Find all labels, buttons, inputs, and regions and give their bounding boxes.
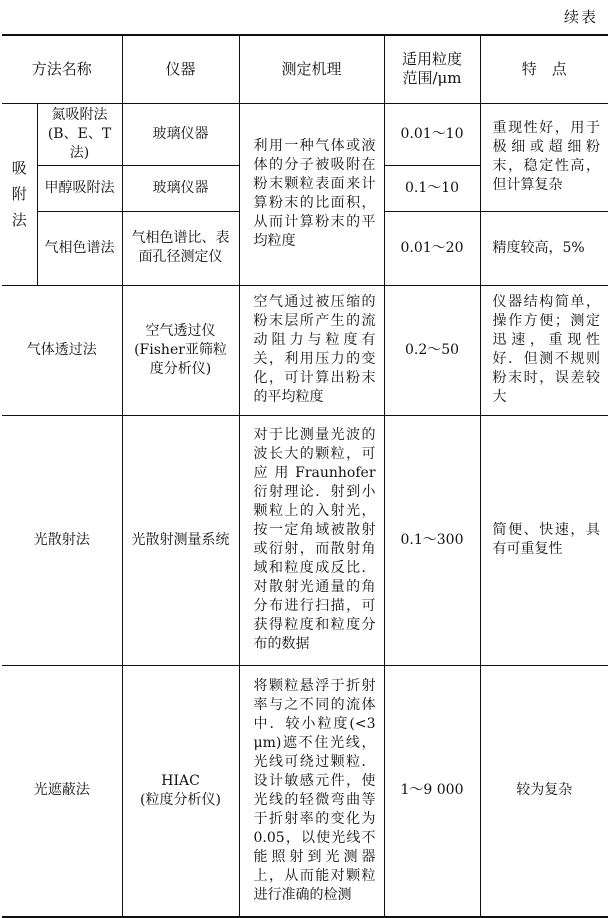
features-cell: 重现性好，用于极细或超细粉末，稳定性高，但计算复杂 xyxy=(480,103,608,211)
features-cell: 精度较高，5% xyxy=(480,211,608,285)
instrument-cell: 玻璃仪器 xyxy=(122,103,239,165)
header-principle: 测定机理 xyxy=(239,35,384,103)
table-row xyxy=(2,665,608,917)
header-instrument: 仪器 xyxy=(122,35,239,103)
range-cell: 0.01～10 xyxy=(384,103,480,165)
method-cell: 光遮蔽法 xyxy=(2,665,122,917)
range-cell: 0.2～50 xyxy=(384,285,480,415)
instrument-cell: 空气透过仪(Fisher亚筛粒度分析仪) xyxy=(122,285,239,415)
instrument-line2: (粒度分析仪) xyxy=(140,791,221,808)
header-features: 特 点 xyxy=(480,35,608,103)
instrument-cell: 玻璃仪器 xyxy=(122,165,239,211)
instrument-cell xyxy=(122,665,239,917)
header-row xyxy=(2,35,608,103)
header-range-line2: 范围/μm xyxy=(402,69,462,88)
adsorption-group-label: 吸附法 xyxy=(11,159,27,229)
instrument-line1: HIAC xyxy=(161,772,200,789)
instrument-cell: 光散射测量系统 xyxy=(122,415,239,665)
range-cell: 0.1～10 xyxy=(384,165,480,211)
method-cell: 氮吸附法(B、E、T法) xyxy=(37,103,122,165)
principle-cell: 将颗粒悬浮于折射率与之不同的流体中．较小粒度(<3 μm)遮不住光线，光线可绕过颗粒．设计敏感元件，使光线的轻微弯曲等于折射率的变化为0.05，以使光线不能照射到光测器上，从而能对颗粒进行准确的检测 xyxy=(239,665,384,917)
features-cell: 简便、快速，具有可重复性 xyxy=(480,415,608,665)
table-row xyxy=(2,103,608,165)
principle-cell: 空气通过被压缩的粉末层所产生的流动阻力与粒度有关，利用压力的变化，可计算出粉末的平均粒度 xyxy=(239,285,384,415)
continued-caption: 续表 xyxy=(563,8,598,26)
features-cell: 仪器结构简单，操作方便；测定迅速，重现性好．但测不规则粉末时，误差较大 xyxy=(480,285,608,415)
range-cell: 1～9 000 xyxy=(384,665,480,917)
features-cell: 较为复杂 xyxy=(480,665,608,917)
header-range-line1: 适用粒度 xyxy=(402,50,463,69)
header-method: 方法名称 xyxy=(2,35,122,103)
adsorption-principle-cell: 利用一种气体或液体的分子被吸附在粉末颗粒表面来计算粉末的比面积，从而计算粉末的平均粒度 xyxy=(239,103,384,285)
header-range xyxy=(384,35,480,103)
adsorption-group-cell xyxy=(2,103,37,285)
table-row xyxy=(2,285,608,415)
method-cell: 气体透过法 xyxy=(2,285,122,415)
particle-size-methods-table xyxy=(2,34,608,918)
range-cell: 0.1～300 xyxy=(384,415,480,665)
method-cell: 气相色谱法 xyxy=(37,211,122,285)
method-cell: 光散射法 xyxy=(2,415,122,665)
table-row xyxy=(2,415,608,665)
principle-cell: 对于比测量光波的波长大的颗粒，可应用Fraunhofer衍射理论．射到小颗粒上的入射光，按一定角域被散射或衍射，而散射角域和粒度成反比．对散射光通量的角分布进行扫描，可获得粒度和粒度分布的数据 xyxy=(239,415,384,665)
method-cell: 甲醇吸附法 xyxy=(37,165,122,211)
range-cell: 0.01～20 xyxy=(384,211,480,285)
instrument-cell: 气相色谱比、表面孔径测定仪 xyxy=(122,211,239,285)
